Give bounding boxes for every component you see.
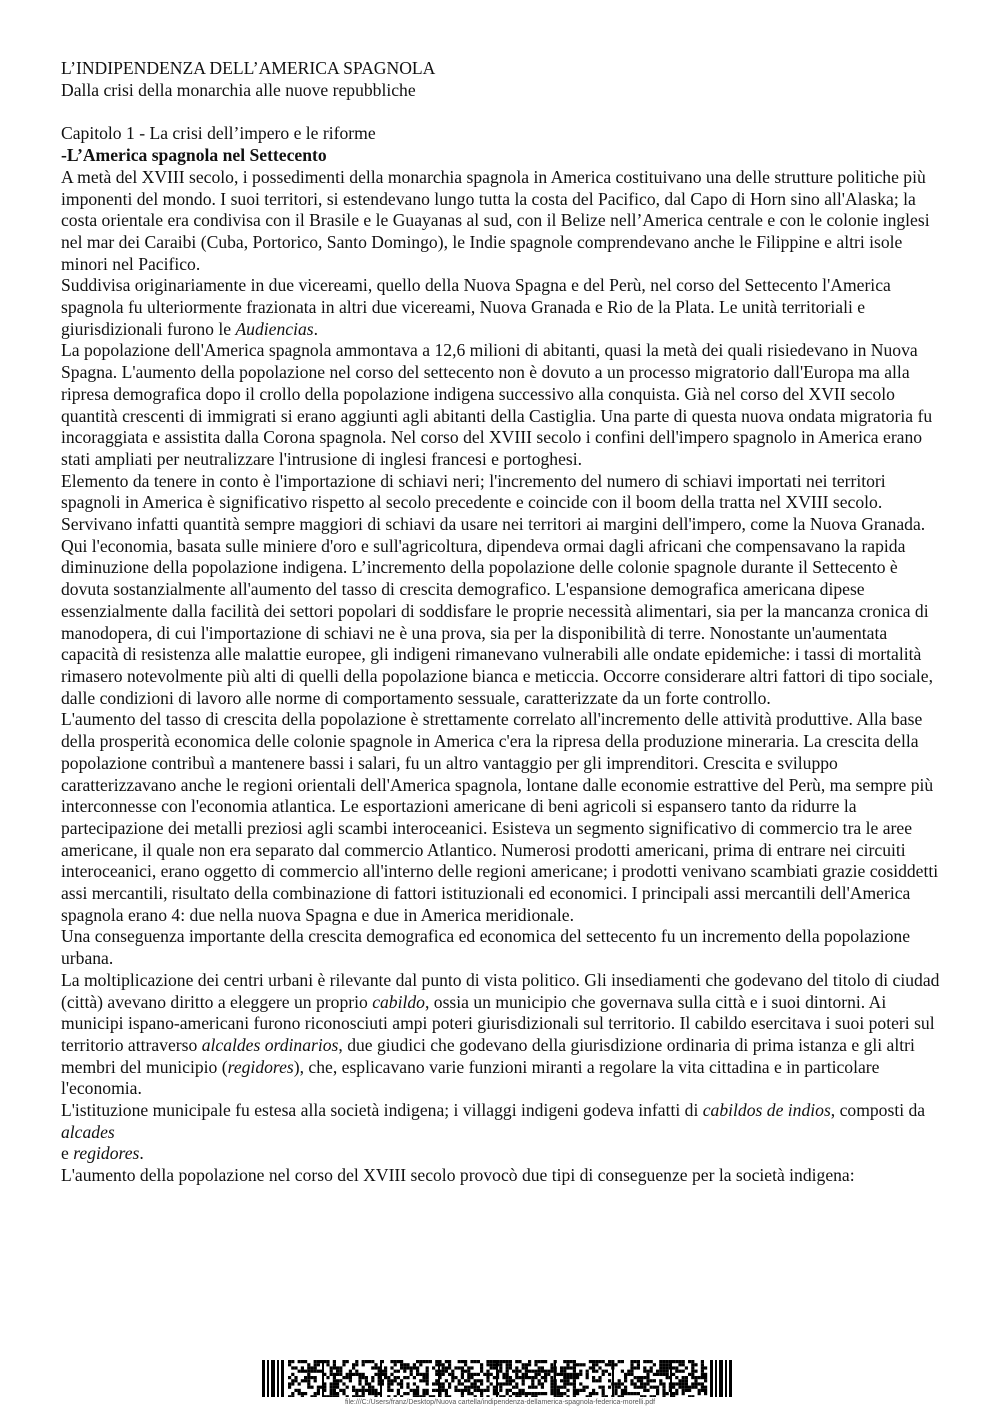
paragraph-5: L'aumento del tasso di crescita della popolazione è strettamente correlato all'incremento delle attività produttive. Alla base della prosperità economica delle colonie spagnole in America c'era la ripresa della produzione mineraria. La crescita della popolazione contribuì a mantenere bassi i salari, fu un altro vantaggio per gli imprenditori. Crescita e sviluppo caratterizzavano anche le regioni orientali dell'America spagnola, lontane dalle economie estrattive del Perù, ma sempre più interconnesse con l'economia atlantica. Le esportazioni americane di beni agricoli si espansero tanto da ridurre la partecipazione dei metalli preziosi agli scambi interoceanici. Esisteva un segmento significativo di commercio tra le aree americane, il quale non era separato dal commercio Atlantico. Numerosi prodotti americani, prima di entrare nei circuiti interoceanici, erano oggetto di commercio all'interno delle regioni americane; i prodotti venivano scambiati grazie cosiddetti assi mercantili, risultato della combinazione di fattori istituzionali ed economici. I principali assi mercantili dell'America spagnola erano 4: due nella nuova Spagna e due in America meridionale.	[61, 709, 939, 925]
file-path-footer: file:///C:/Users/franz/Desktop/Nuova cartella/indipendenza-dellamerica-spagnola-federica-morelli.pdf	[344, 1399, 656, 1406]
paragraph-9	[61, 1143, 949, 1165]
paragraph-8-a: L'istituzione municipale fu estesa alla società indigena; i villaggi indigeni godeva infatti di	[61, 1100, 703, 1121]
term-cabildo: cabildo	[372, 991, 425, 1012]
document-body	[61, 58, 949, 1187]
paragraph-2	[61, 275, 949, 340]
term-alcaldes-ordinarios: alcaldes ordinarios	[201, 1034, 339, 1055]
term-audiencias: Audiencias	[235, 318, 314, 339]
spacer	[61, 101, 949, 123]
chapter-title: Capitolo 1 - La crisi dell’impero e le riforme	[61, 123, 376, 144]
paragraph-7	[61, 970, 949, 1100]
paragraph-2-text: Suddivisa originariamente in due vicereami, quello della Nuova Spagna e del Perù, nel corso del Settecento l'America spagnola fu ulteriormente frazionata in altri due vicereami, Nuova Granada e Rio de la Plata. Le unità territoriali e giurisdizionali furono le	[61, 275, 891, 339]
paragraph-3: La popolazione dell'America spagnola ammontava a 12,6 milioni di abitanti, quasi la metà dei quali risiedevano in Nuova Spagna. L'aumento della popolazione nel corso del settecento non è dovuto a un processo migratorio dall'Europa ma alla ripresa demografica dopo il crollo della popolazione indigena successivo alla conquista. Già nel corso del XVII secolo quantità crescenti di immigrati si erano aggiunti agli abitanti della Castiglia. Una parte di questa nuova ondata migratoria fu incoraggiata e assistita dalla Corona spagnola. Nel corso del XVIII secolo i confini dell'impero spagnolo in America erano stati ampliati per neutralizzare l'intrusione di inglesi francesi e portoghesi.	[61, 340, 933, 469]
paragraph-4: Elemento da tenere in conto è l'importazione di schiavi neri; l'incremento del numero di schiavi importati nei territori spagnoli in America è significativo rispetto al secolo precedente e coincide con il boom della tratta nel XVIII secolo. Servivano infatti quantità sempre maggiori di schiavi da usare nei territori ai margini dell'impero, come la Nuova Granada. Qui l'economia, basata sulle miniere d'oro e sull'agricoltura, dipendeva ormai dagli africani che compensavano la rapida diminuzione della popolazione indigena. L’incremento della popolazione delle colonie spagnole durante il Settecento è dovuta sostanzialmente all'aumento del tasso di crescita demografico. L'espansione demografica americana dipese essenzialmente dalla facilità dei settori popolari di soddisfare le proprie necessità alimentari, sia per la mancanza cronica di manodopera, di cui l'importazione di schiavi ne è una prova, sia per la disponibilità di terre. Nonostante un'aumentata capacità di resistenza alle malattie europee, gli indigeni rimanevano vulnerabili alle ondate epidemiche: i tassi di mortalità rimasero notevolmente più alti di quelli della popolazione bianca e meticcia. Occorre considerare altri fattori di tipo sociale, dalle condizioni di lavoro alle norme di comportamento sessuale, caratterizzate da un forte controllo.	[61, 470, 934, 708]
paragraph-9-b: .	[139, 1143, 144, 1164]
paragraph-10: L'aumento della popolazione nel corso del XVIII secolo provocò due tipi di conseguenze per la società indigena:	[61, 1165, 855, 1186]
term-regidores-2: regidores	[73, 1143, 140, 1164]
section-heading: -L’America spagnola nel Settecento	[61, 145, 327, 166]
paragraph-7-b: , ossia un municipio che governava sulla città e i suoi dintorni. Ai municipi ispano-americani furono riconosciuti ampi poteri giurisdizionali sul territorio. Il cabildo esercitava i suoi poteri sul territorio attraverso	[61, 991, 935, 1055]
paragraph-1: A metà del XVIII secolo, i possedimenti della monarchia spagnola in America costituivano una delle strutture politiche più imponenti del mondo. I suoi territori, si estendevano lungo tutta la costa del Pacifico, dal Capo di Horn sino all'Alaska; la costa orientale era condivisa con il Brasile e le Guayanas al sud, con il Belize nell’America centrale e con le colonie inglesi nel mar dei Caraibi (Cuba, Portorico, Santo Domingo), le Indie spagnole comprendevano anche le Filippine e altri isole minori nel Pacifico.	[61, 166, 930, 274]
paragraph-7-c: , due giudici che godevano della giurisdizione ordinaria di prima istanza e gli altri membri del municipio (	[61, 1034, 915, 1077]
paragraph-2-end: .	[313, 318, 319, 339]
paragraph-8	[61, 1100, 949, 1143]
paragraph-6: Una conseguenza importante della crescita demografica ed economica del settecento fu un incremento della popolazione urbana.	[61, 926, 911, 969]
barcode-image	[262, 1360, 732, 1397]
document-title: L’INDIPENDENZA DELL’AMERICA SPAGNOLA	[61, 58, 436, 78]
term-cabildos-de-indios: cabildos de indios	[702, 1100, 831, 1121]
paragraph-7-a: La moltiplicazione dei centri urbani è rilevante dal punto di vista politico. Gli insediamenti che godevano del titolo di ciudad (città) avevano diritto a eleggere un proprio	[61, 969, 940, 1012]
paragraph-7-d: ), che, esplicavano varie funzioni miranti a regolare la vita cittadina e in particolare l'economia.	[61, 1056, 880, 1099]
term-regidores: regidores	[227, 1056, 294, 1077]
paragraph-9-a: e	[61, 1143, 74, 1164]
term-alcades: alcades	[61, 1121, 115, 1142]
paragraph-8-b: , composti da	[830, 1100, 926, 1121]
document-subtitle: Dalla crisi della monarchia alle nuove repubbliche	[61, 79, 416, 100]
